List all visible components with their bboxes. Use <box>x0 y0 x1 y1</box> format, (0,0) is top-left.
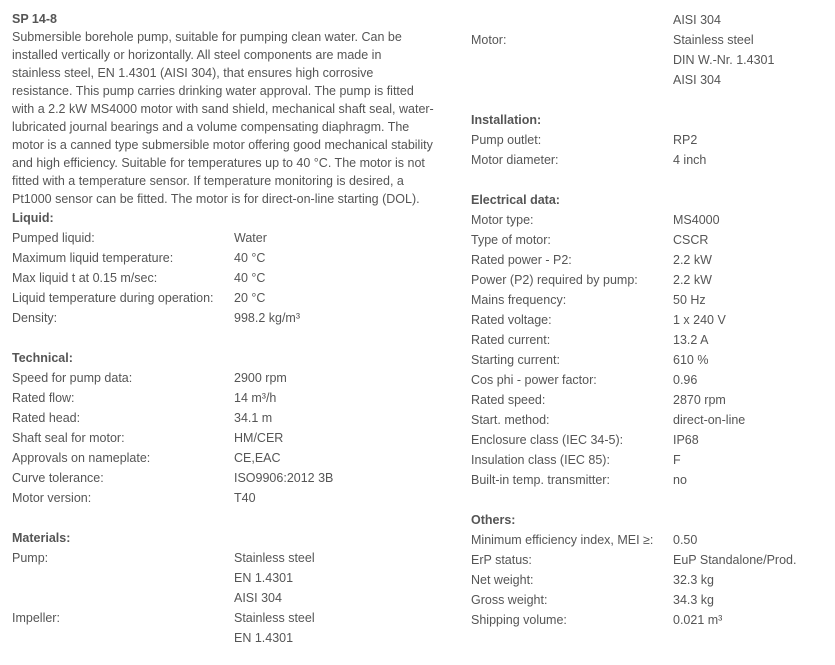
spec-value: 998.2 kg/m³ <box>234 311 301 325</box>
spec-value: 4 inch <box>673 153 707 167</box>
spec-row <box>471 10 821 30</box>
description-line: lubricated journal bearings and a volume compensating diaphragm. The <box>12 120 410 134</box>
spec-row <box>12 548 452 608</box>
spec-value: 0.50 <box>673 533 698 547</box>
spec-value: MS4000 <box>673 213 720 227</box>
spec-value: 40 °C <box>234 251 266 265</box>
spec-label: Rated current: <box>471 333 551 347</box>
spec-label: Enclosure class (IEC 34-5): <box>471 433 624 447</box>
spec-row <box>471 290 821 310</box>
spec-row <box>12 288 452 308</box>
materials-heading: Materials: <box>12 531 71 545</box>
spec-row <box>471 310 821 330</box>
spec-label: Power (P2) required by pump: <box>471 273 638 287</box>
spec-value: 0.021 m³ <box>673 613 723 627</box>
spec-value: IP68 <box>673 433 699 447</box>
spec-value: AISI 304 <box>673 13 721 27</box>
spec-row <box>471 210 821 230</box>
spec-value: 2.2 kW <box>673 273 712 287</box>
spec-row <box>471 410 821 430</box>
spec-label: Rated flow: <box>12 391 75 405</box>
spec-row <box>471 250 821 270</box>
spec-row <box>12 248 452 268</box>
spec-value: DIN W.-Nr. 1.4301 <box>673 53 775 67</box>
product-description <box>12 28 452 208</box>
others-heading: Others: <box>471 513 516 527</box>
spec-row <box>12 448 452 468</box>
spec-label: Liquid temperature during operation: <box>12 291 214 305</box>
technical-heading: Technical: <box>12 351 73 365</box>
spec-row <box>471 230 821 250</box>
spec-label: Shipping volume: <box>471 613 567 627</box>
description-line: fitted with a temperature sensor. If temperature monitoring is desired, a <box>12 174 404 188</box>
spec-value: 50 Hz <box>673 293 706 307</box>
spec-row <box>471 330 821 350</box>
spec-value: ISO9906:2012 3B <box>234 471 334 485</box>
spec-row <box>471 610 821 630</box>
spec-value-list <box>673 30 774 90</box>
spec-value: 14 m³/h <box>234 391 277 405</box>
spec-row <box>471 470 821 490</box>
spec-label: Pump outlet: <box>471 133 542 147</box>
spec-value-list <box>234 608 315 648</box>
spec-row <box>12 268 452 288</box>
installation-heading: Installation: <box>471 113 542 127</box>
spec-value: T40 <box>234 491 256 505</box>
liquid-heading: Liquid: <box>12 211 54 225</box>
spec-row <box>12 388 452 408</box>
spec-label: Motor type: <box>471 213 534 227</box>
spec-value: F <box>673 453 681 467</box>
spec-label: Rated head: <box>12 411 81 425</box>
section-spacer <box>471 170 821 190</box>
right-column <box>471 10 821 630</box>
spec-label: Impeller: <box>12 611 60 625</box>
spec-row <box>471 270 821 290</box>
spec-value: CSCR <box>673 233 709 247</box>
spec-label: Minimum efficiency index, MEI ≥: <box>471 533 654 547</box>
spec-label: Speed for pump data: <box>12 371 133 385</box>
spec-row <box>12 408 452 428</box>
spec-value: 0.96 <box>673 373 698 387</box>
spec-row <box>12 228 452 248</box>
spec-label: Maximum liquid temperature: <box>12 251 174 265</box>
description-line: Pt1000 sensor can be fitted. The motor is for direct-on-line starting (DOL). <box>12 192 420 206</box>
spec-row <box>471 390 821 410</box>
spec-row <box>471 530 821 550</box>
spec-value: no <box>673 473 687 487</box>
spec-label: Motor version: <box>12 491 92 505</box>
spec-value: EN 1.4301 <box>234 571 294 585</box>
spec-row <box>471 130 821 150</box>
spec-row <box>471 570 821 590</box>
spec-row <box>12 488 452 508</box>
spec-value: 40 °C <box>234 271 266 285</box>
spec-label: Start. method: <box>471 413 550 427</box>
description-line: motor is a canned type submersible motor offering good mechanical stability <box>12 138 433 152</box>
spec-row <box>471 30 821 90</box>
spec-value: 13.2 A <box>673 333 709 347</box>
spec-value: 34.3 kg <box>673 593 715 607</box>
spec-row <box>471 430 821 450</box>
spec-label: Rated power - P2: <box>471 253 572 267</box>
product-title: SP 14-8 <box>12 12 57 26</box>
spec-value: direct-on-line <box>673 413 746 427</box>
spec-label: Shaft seal for motor: <box>12 431 125 445</box>
electrical-heading: Electrical data: <box>471 193 560 207</box>
spec-label: Built-in temp. transmitter: <box>471 473 610 487</box>
spec-label: Curve tolerance: <box>12 471 104 485</box>
spec-label: Pump: <box>12 551 49 565</box>
spec-row <box>12 308 452 328</box>
description-line: Submersible borehole pump, suitable for pumping clean water. Can be <box>12 30 402 44</box>
spec-label: Mains frequency: <box>471 293 567 307</box>
spec-label: Net weight: <box>471 573 534 587</box>
spec-row <box>12 368 452 388</box>
spec-label: Insulation class (IEC 85): <box>471 453 610 467</box>
spec-value: HM/CER <box>234 431 284 445</box>
spec-value: Stainless steel <box>234 611 315 625</box>
spec-label: Max liquid t at 0.15 m/sec: <box>12 271 158 285</box>
spec-value: CE,EAC <box>234 451 281 465</box>
description-line: resistance. This pump carries drinking water approval. The pump is fitted <box>12 84 414 98</box>
spec-row <box>471 350 821 370</box>
spec-label: Gross weight: <box>471 593 548 607</box>
left-column <box>12 10 452 648</box>
spec-value: AISI 304 <box>673 73 721 87</box>
section-spacer <box>12 328 452 348</box>
spec-value: Stainless steel <box>234 551 315 565</box>
spec-value: 610 % <box>673 353 709 367</box>
spec-row <box>12 468 452 488</box>
section-spacer <box>471 90 821 110</box>
spec-label: Cos phi - power factor: <box>471 373 597 387</box>
spec-label: Motor diameter: <box>471 153 559 167</box>
spec-label: ErP status: <box>471 553 532 567</box>
spec-value-list <box>234 548 315 608</box>
description-line: and high efficiency. Suitable for temperatures up to 40 °C. The motor is not <box>12 156 425 170</box>
spec-value: 1 x 240 V <box>673 313 726 327</box>
spec-value: 34.1 m <box>234 411 273 425</box>
spec-row <box>12 428 452 448</box>
spec-value: Stainless steel <box>673 33 754 47</box>
spec-row <box>471 370 821 390</box>
description-line: stainless steel, EN 1.4301 (AISI 304), that ensures high corrosive <box>12 66 374 80</box>
spec-label: Type of motor: <box>471 233 551 247</box>
spec-row <box>471 590 821 610</box>
spec-value: 32.3 kg <box>673 573 715 587</box>
description-line: installed vertically or horizontally. All steel components are made in <box>12 48 382 62</box>
spec-value: 20 °C <box>234 291 266 305</box>
spec-row <box>471 450 821 470</box>
spec-value: AISI 304 <box>234 591 282 605</box>
spec-row <box>12 608 452 648</box>
spec-label: Density: <box>12 311 58 325</box>
spec-row <box>471 150 821 170</box>
spec-value: 2870 rpm <box>673 393 726 407</box>
spec-value: 2.2 kW <box>673 253 712 267</box>
section-spacer <box>471 490 821 510</box>
spec-label: Rated speed: <box>471 393 546 407</box>
section-spacer <box>12 508 452 528</box>
description-line: with a 2.2 kW MS4000 motor with sand shield, mechanical shaft seal, water- <box>12 102 434 116</box>
spec-label: Starting current: <box>471 353 560 367</box>
spec-value: EuP Standalone/Prod. <box>673 553 797 567</box>
spec-label: Pumped liquid: <box>12 231 95 245</box>
spec-label: Approvals on nameplate: <box>12 451 151 465</box>
spec-value: Water <box>234 231 267 245</box>
spec-label: Motor: <box>471 33 507 47</box>
spec-row <box>471 550 821 570</box>
spec-value: RP2 <box>673 133 698 147</box>
spec-label: Rated voltage: <box>471 313 552 327</box>
spec-value: EN 1.4301 <box>234 631 294 645</box>
spec-value: 2900 rpm <box>234 371 287 385</box>
